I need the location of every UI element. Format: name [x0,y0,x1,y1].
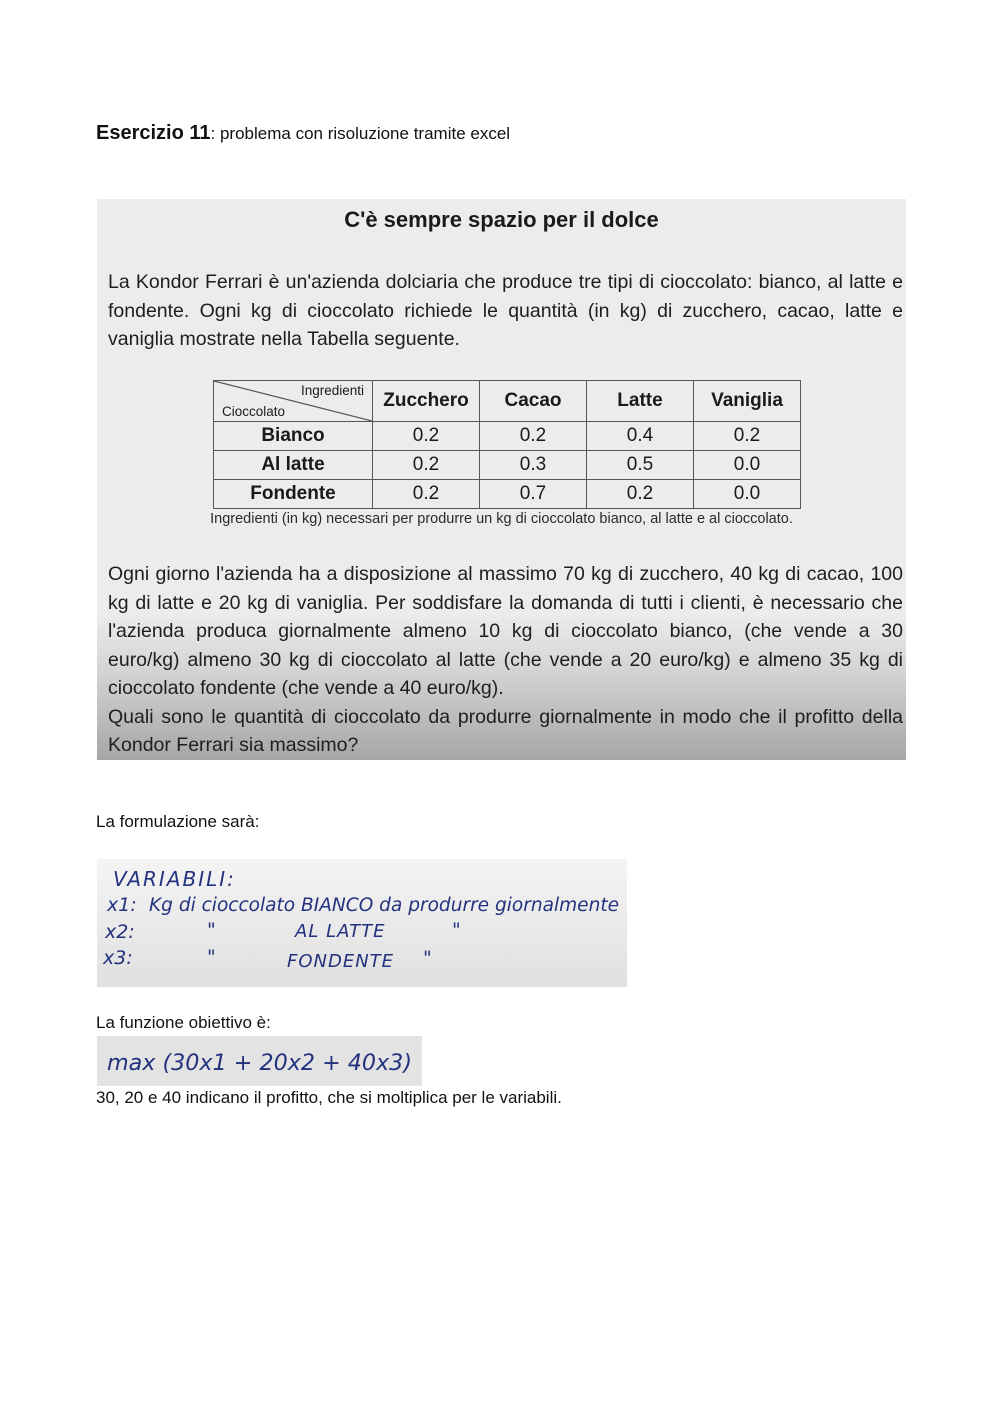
ditto-mark: " [207,919,216,941]
ditto-mark: " [452,919,461,941]
objective-label: La funzione obiettivo è: [96,1013,271,1032]
row-label: Fondente [214,480,373,509]
table-cell: 0.2 [694,422,801,451]
problem-question: Quali sono le quantità di cioccolato da produrre giornalmente in modo che il profitto della Kondor Ferrari sia massimo? [108,705,903,756]
formulation-label: La formulazione sarà: [96,812,260,831]
row-label: Al latte [214,451,373,480]
objective-note: 30, 20 e 40 indicano il profitto, che si moltiplica per le variabili. [96,1088,562,1107]
table-row [214,422,801,451]
table-cell: 0.7 [480,480,587,509]
table-caption: Ingredienti (in kg) necessari per produrre un kg di cioccolato bianco, al latte e al cioccolato. [210,511,793,527]
problem-constraints: Ogni giorno l'azienda ha a disposizione al massimo 70 kg di zucchero, 40 kg di cacao, 100 kg di latte e 20 kg di vaniglia. Per soddisfare la domanda di tutti i clienti, è necessario che l'azienda produca giornalmente almeno 10 kg di cioccolato bianco, (che vende a 30 euro/kg) almeno 30 kg di cioccolato al latte (che vende a 20 euro/kg) e almeno 35 kg di cioccolato fondente (che vende a 40 euro/kg). [108,563,903,699]
exercise-number: Esercizio 11 [96,122,211,144]
corner-chocolate-label: Cioccolato [222,404,286,419]
ditto-mark: " [207,946,216,968]
table-cell: 0.3 [480,451,587,480]
x1-label: x1: [107,894,137,916]
row-label: Bianco [214,422,373,451]
table-row [214,480,801,509]
table-cell: 0.2 [373,480,480,509]
ditto-mark: " [423,947,432,969]
table-cell: 0.5 [587,451,694,480]
ingredients-table [213,380,801,509]
corner-ingredients-label: Ingredienti [300,383,364,398]
problem-body [108,560,903,760]
table-cell: 0.2 [373,422,480,451]
table-cell: 0.2 [587,480,694,509]
x2-label: x2: [105,921,135,943]
column-header: Cacao [480,381,587,422]
x3-label: x3: [103,947,133,969]
column-header: Latte [587,381,694,422]
problem-intro: La Kondor Ferrari è un'azienda dolciaria che produce tre tipi di cioccolato: bianco, al latte e fondente. Ogni kg di cioccolato richiede le quantità (in kg) di zucchero, cacao, latte e vaniglia mostrate nella Tabella seguente. [108,271,903,350]
table-cell: 0.4 [587,422,694,451]
table-row [214,451,801,480]
problem-screenshot [97,199,906,760]
x3-description: FONDENTE [287,951,395,972]
handwritten-objective-image [97,1036,422,1086]
table-cell: 0.2 [480,422,587,451]
x1-description: Kg di cioccolato BIANCO da produrre giornalmente [149,895,619,916]
column-header: Vaniglia [694,381,801,422]
objective-function: max (30x1 + 20x2 + 40x3) [107,1051,412,1076]
table-corner-header [214,381,373,422]
exercise-heading [96,122,510,145]
handwritten-variables [97,859,627,987]
problem-title: C'è sempre spazio per il dolce [344,207,659,232]
exercise-description: : problema con risoluzione tramite excel [210,124,511,143]
table-cell: 0.0 [694,451,801,480]
x2-description: AL LATTE [295,921,386,942]
table-cell: 0.0 [694,480,801,509]
handwritten-variables-image [97,859,627,987]
column-header: Zucchero [373,381,480,422]
table-cell: 0.2 [373,451,480,480]
handwritten-objective [97,1036,422,1086]
variables-title: VARIABILI: [113,867,236,891]
